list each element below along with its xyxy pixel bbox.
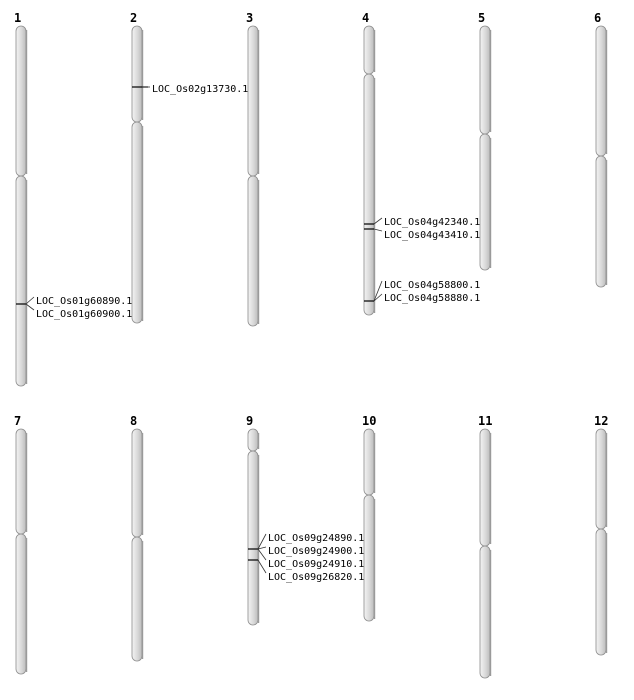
chromosome-short-arm [248, 26, 258, 176]
chromosome-long-arm [596, 156, 606, 287]
chromosome-long-arm [480, 546, 490, 678]
chromosome-title: 4 [362, 11, 370, 25]
chromosome-2 [130, 11, 248, 323]
chromosome-title: 3 [246, 11, 254, 25]
chromosome-title: 6 [594, 11, 602, 25]
chromosome-8 [130, 414, 143, 661]
gene-label: LOC_Os04g58800.1 [384, 280, 481, 291]
gene-label: LOC_Os01g60890.1 [36, 296, 133, 307]
chromosome-long-arm [364, 495, 374, 621]
chromosome-long-arm [480, 134, 490, 270]
chromosome-title: 5 [478, 11, 486, 25]
chromosome-long-arm [16, 534, 26, 674]
chromosome-10 [362, 414, 376, 621]
chromosome-long-arm [248, 451, 258, 625]
chromosome-short-arm [364, 429, 374, 495]
chromosome-long-arm [132, 122, 142, 323]
chromosome-title: 2 [130, 11, 138, 25]
gene-label: LOC_Os04g58880.1 [384, 293, 481, 304]
chromosome-long-arm [132, 537, 142, 661]
chromosome-long-arm [596, 529, 606, 655]
chromosome-short-arm [248, 429, 258, 451]
gene-label: LOC_Os01g60900.1 [36, 309, 133, 320]
chromosome-title: 11 [478, 414, 493, 428]
gene-label: LOC_Os04g43410.1 [384, 230, 481, 241]
chromosome-title: 10 [362, 414, 377, 428]
chromosome-short-arm [480, 429, 490, 546]
chromosome-long-arm [364, 74, 374, 315]
chromosome-title: 1 [14, 11, 22, 25]
chromosome-4 [362, 11, 480, 315]
chromosome-short-arm [132, 26, 142, 122]
gene-label: LOC_Os09g24890.1 [268, 533, 365, 544]
chromosome-title: 12 [594, 414, 609, 428]
chromosome-1 [14, 11, 132, 386]
chromosome-short-arm [364, 26, 374, 74]
chromosome-title: 7 [14, 414, 22, 428]
chromosome-7 [14, 414, 27, 674]
chromosome-long-arm [248, 176, 258, 326]
chromosome-short-arm [596, 429, 606, 529]
chromosome-title: 8 [130, 414, 138, 428]
chromosome-9 [246, 414, 364, 625]
chromosome-short-arm [480, 26, 490, 134]
gene-label: LOC_Os09g24910.1 [268, 559, 365, 570]
gene-label: LOC_Os04g42340.1 [384, 217, 481, 228]
gene-label: LOC_Os09g26820.1 [268, 572, 365, 583]
chromosome-12 [594, 414, 608, 655]
chromosome-short-arm [596, 26, 606, 156]
gene-label: LOC_Os09g24900.1 [268, 546, 365, 557]
gene-label: LOC_Os02g13730.1 [152, 84, 249, 95]
chromosome-5 [478, 11, 491, 270]
chromosome-short-arm [132, 429, 142, 537]
chromosome-title: 9 [246, 414, 254, 428]
chromosome-6 [594, 11, 607, 287]
chromosome-short-arm [16, 26, 26, 176]
chromosome-3 [246, 11, 259, 326]
chromosome-long-arm [16, 176, 26, 386]
chromosome-short-arm [16, 429, 26, 534]
chromosome-11 [478, 414, 492, 678]
